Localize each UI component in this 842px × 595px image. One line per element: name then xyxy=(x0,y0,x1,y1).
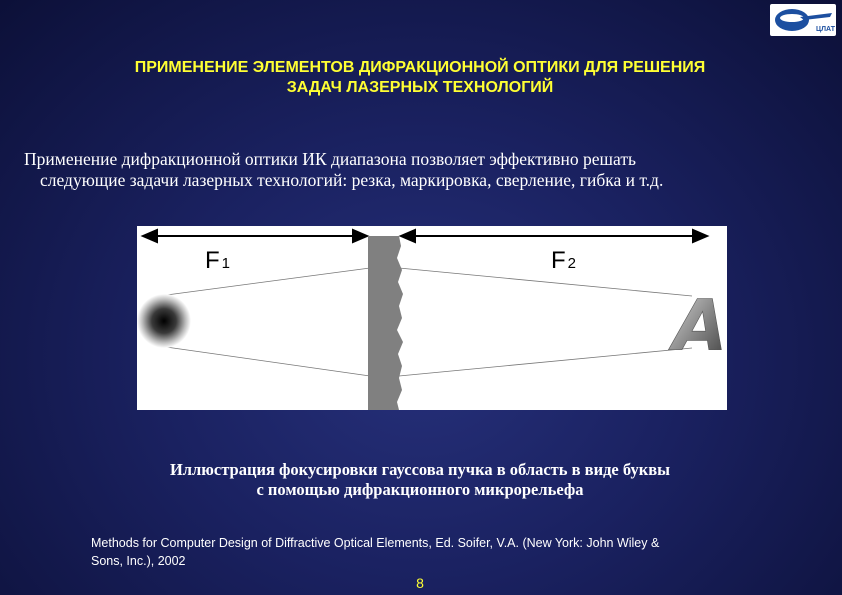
figure-caption xyxy=(40,460,800,500)
caption-line-2: с помощью дифракционного микрорельефа xyxy=(256,480,584,499)
caption-line-1: Иллюстрация фокусировки гауссова пучка в область в виде буквы xyxy=(169,460,671,479)
title-line-1: ПРИМЕНЕНИЕ ЭЛЕМЕНТОВ ДИФРАКЦИОННОЙ ОПТИКИ ДЛЯ РЕШЕНИЯ xyxy=(134,59,706,76)
intro-line-2: следующие задачи лазерных технологий: резка, маркировка, сверление, гибка и т.д. xyxy=(40,170,664,190)
institute-logo xyxy=(770,4,836,36)
intro-line-1: Применение дифракционной оптики ИК диапазона позволяет эффективно решать xyxy=(24,149,636,169)
slide-title xyxy=(20,58,820,98)
f1-label: F 1 xyxy=(205,247,231,274)
intro-paragraph xyxy=(24,149,824,191)
reference-line-2: Sons, Inc.), 2002 xyxy=(91,554,186,568)
gaussian-beam-spot xyxy=(137,294,191,348)
institute-logo-icon xyxy=(770,4,836,36)
page-number: 8 xyxy=(416,575,424,591)
f2-label: F 2 xyxy=(551,247,577,274)
svg-text:ЦЛАТ: ЦЛАТ xyxy=(816,26,836,33)
diffractive-element xyxy=(368,236,403,410)
focusing-illustration xyxy=(137,226,727,410)
reference-line-1: Methods for Computer Design of Diffractive Optical Elements, Ed. Soifer, V.A. (New York: John Wiley & xyxy=(91,536,660,550)
title-line-2: ЗАДАЧ ЛАЗЕРНЫХ ТЕХНОЛОГИЙ xyxy=(286,79,554,96)
focusing-diagram xyxy=(137,226,727,410)
focused-letter: A xyxy=(673,285,727,367)
figure-background xyxy=(137,226,727,410)
reference xyxy=(91,534,771,570)
